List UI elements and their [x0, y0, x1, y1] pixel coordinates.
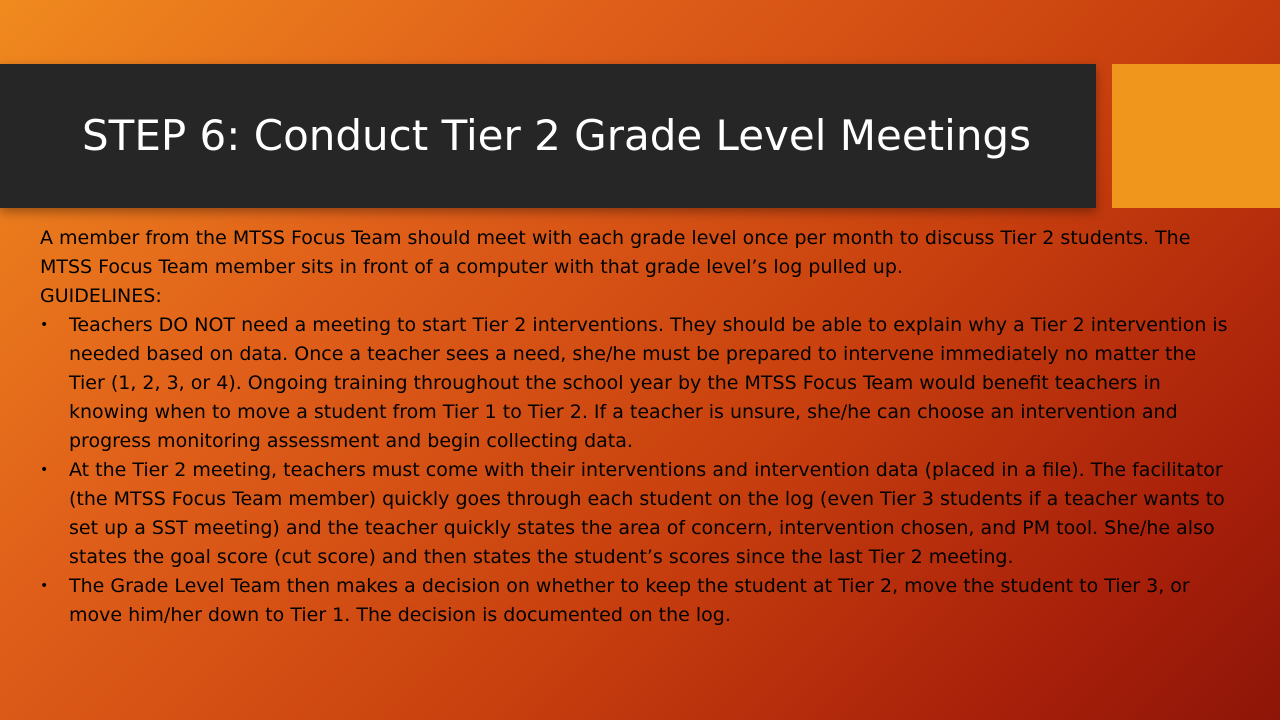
guidelines-label: GUIDELINES: [40, 285, 162, 307]
guideline-item [40, 572, 1230, 630]
guideline-item [40, 456, 1230, 572]
guidelines-list [40, 311, 1230, 630]
title-bar [0, 64, 1096, 208]
accent-square [1112, 64, 1280, 208]
bullet-icon: • [40, 462, 49, 478]
guideline-item [40, 311, 1230, 456]
bullet-icon: • [40, 317, 49, 333]
guideline-text: Teachers DO NOT need a meeting to start Tier 2 interventions. They should be able to explain why a Tier 2 intervention is needed based on data. Once a teacher sees a need, she/he must be prepared to intervene immediately no matter the Tier (1, 2, 3, or 4). Ongoing training throughout the school year by the MTSS Focus Team would benefit teachers in knowing when to move a student from Tier 1 to Tier 2. If a teacher is unsure, she/he can choose an intervention and progress monitoring assessment and begin collecting data. [69, 314, 1228, 452]
bullet-icon: • [40, 578, 49, 594]
intro-paragraph: A member from the MTSS Focus Team should meet with each grade level once per month to discuss Tier 2 students. The MTSS Focus Team member sits in front of a computer with that grade level’s log pulled up. [40, 227, 1191, 278]
slide-body [40, 224, 1230, 630]
guideline-text: The Grade Level Team then makes a decision on whether to keep the student at Tier 2, move the student to Tier 3, or move him/her down to Tier 1. The decision is documented on the log. [69, 575, 1190, 626]
guideline-text: At the Tier 2 meeting, teachers must come with their interventions and intervention data (placed in a file). The facilitator (the MTSS Focus Team member) quickly goes through each student on the log (even Tier 3 students if a teacher wants to set up a SST meeting) and the teacher quickly states the area of concern, intervention chosen, and PM tool. She/he also states the goal score (cut score) and then states the student’s scores since the last Tier 2 meeting. [69, 459, 1225, 568]
slide-title: STEP 6: Conduct Tier 2 Grade Level Meetings [82, 111, 1031, 160]
